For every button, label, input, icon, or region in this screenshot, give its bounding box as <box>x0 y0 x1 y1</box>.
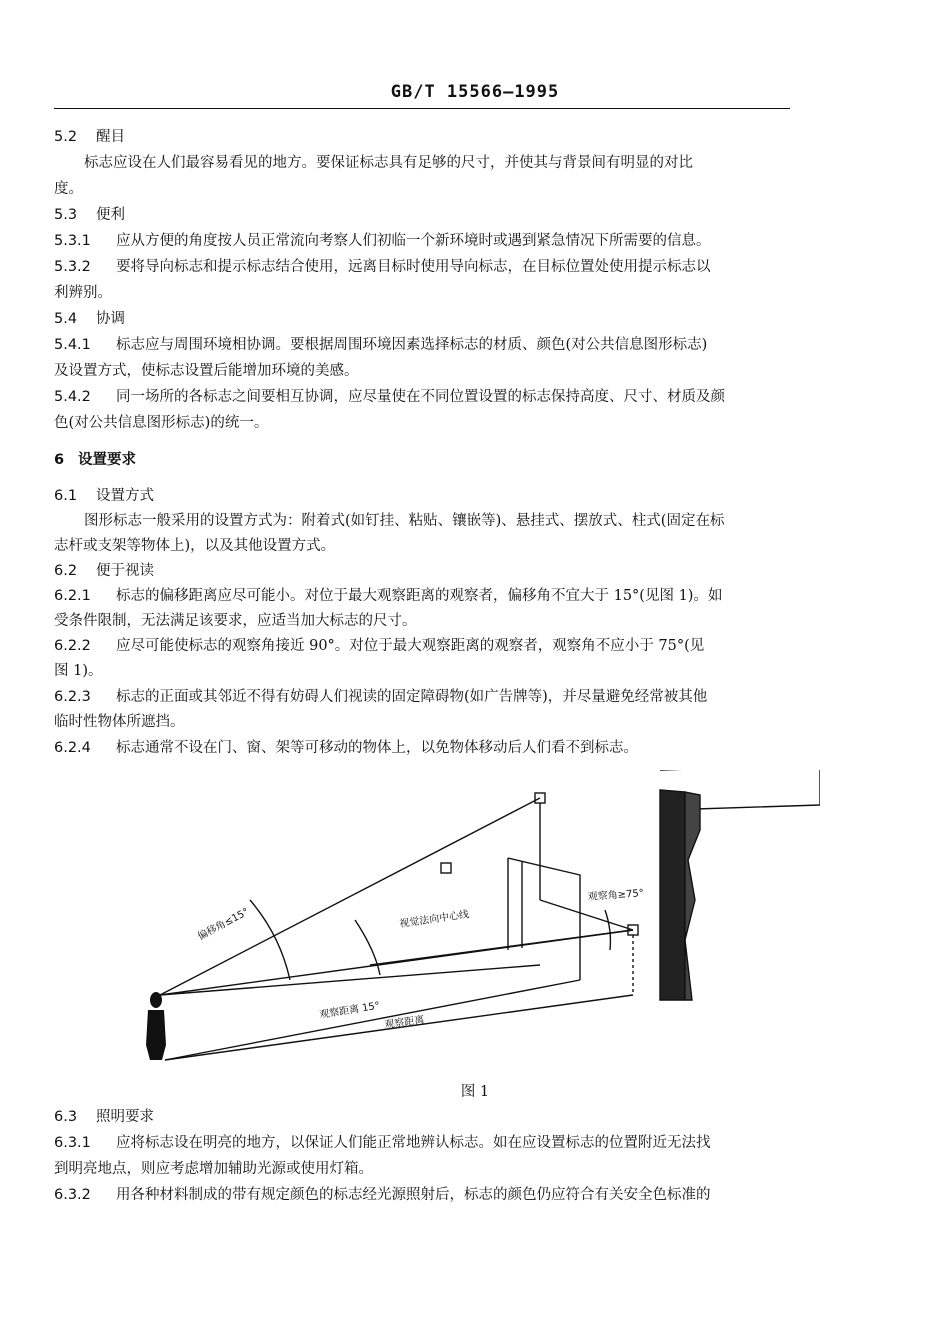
section-number: 6.1 <box>54 488 78 504</box>
clause-6-2-3 <box>54 687 707 707</box>
paragraph-line: 及设置方式，使标志设置后能增加环境的美感。 <box>54 363 359 379</box>
sight-center-segment <box>540 900 633 930</box>
clause-6-2-2 <box>54 636 704 656</box>
wall <box>660 790 685 1000</box>
section-title: 照明要求 <box>96 1109 154 1125</box>
clause-text: 要将导向标志和提示标志结合使用，远离目标时使用导向标志，在目标位置处使用提示标志以 <box>116 259 711 275</box>
observer-body <box>146 1010 166 1060</box>
label-view-distance: 观察距离 <box>383 1014 426 1031</box>
section-5-4-heading <box>54 309 125 329</box>
clause-number: 6.3.1 <box>54 1135 91 1151</box>
clause-number: 6.2.1 <box>54 588 91 604</box>
clause-text: 用各种材料制成的带有规定颜色的标志经光源照射后，标志的颜色仍应符合有关安全色标准的 <box>116 1187 711 1203</box>
clause-6-2-4 <box>54 738 638 758</box>
paragraph-line: 受条件限制，无法满足该要求，应适当加大标志的尺寸。 <box>54 613 417 629</box>
section-title: 设置方式 <box>96 488 154 504</box>
clause-number: 6.2.4 <box>54 740 91 756</box>
clause-text: 标志的偏移距离应尽可能小。对位于最大观察距离的观察者，偏移角不宜大于 15°(见图 1)。如 <box>116 588 723 604</box>
paragraph-line: 到明亮地点，则应考虑增加辅助光源或使用灯箱。 <box>54 1161 373 1177</box>
clause-5-3-1 <box>54 231 711 251</box>
section-number: 6 <box>54 452 65 468</box>
clause-text: 标志的正面或其邻近不得有妨碍人们视读的固定障碍物(如广告牌等)，并尽量避免经常被其他 <box>116 689 708 705</box>
clause-6-2-1 <box>54 586 722 606</box>
clause-5-4-2 <box>54 387 725 407</box>
wall-texture <box>685 792 700 1000</box>
sign-box <box>441 863 451 873</box>
sight-line-upper <box>160 798 540 995</box>
angle-arc-1 <box>250 900 290 980</box>
clause-text: 标志应与周围环境相协调。要根据周围环境因素选择标志的材质、颜色(对公共信息图形标志) <box>116 337 708 353</box>
clause-6-3-1 <box>54 1133 711 1153</box>
clause-5-3-2 <box>54 257 711 277</box>
section-5-3-heading <box>54 205 125 225</box>
section-number: 6.2 <box>54 563 78 579</box>
section-title: 醒目 <box>96 129 125 145</box>
sight-line-center <box>160 930 633 995</box>
paragraph-line: 标志应设在人们最容易看见的地方。要保证标志具有足够的尺寸，并使其与背景间有明显的对比 <box>84 155 693 171</box>
standard-number: GB/T 15566—1995 <box>390 82 560 102</box>
observer-head <box>150 992 162 1008</box>
section-title: 便利 <box>96 207 125 223</box>
section-6-2-heading <box>54 561 154 581</box>
section-number: 5.3 <box>54 207 78 223</box>
clause-text: 应从方便的角度按人员正常流向考察人们初临一个新环境时或遇到紧急情况下所需要的信息。 <box>116 233 711 249</box>
clause-5-4-1 <box>54 335 707 355</box>
clause-number: 6.3.2 <box>54 1187 91 1203</box>
paragraph-line: 志杆或支架等物体上)，以及其他设置方式。 <box>54 538 336 554</box>
paragraph-line: 色(对公共信息图形标志)的统一。 <box>54 415 269 431</box>
paragraph-line: 临时性物体所遮挡。 <box>54 714 185 730</box>
distance-line-2 <box>165 980 580 1060</box>
clause-number: 6.2.3 <box>54 689 91 705</box>
door-frame <box>508 858 580 980</box>
section-6-heading <box>54 450 136 470</box>
clause-number: 6.2.2 <box>54 638 91 654</box>
section-5-2-heading <box>54 127 125 147</box>
clause-text: 标志通常不设在门、窗、架等可移动的物体上，以免物体移动后人们看不到标志。 <box>116 740 638 756</box>
section-title: 便于视读 <box>96 563 154 579</box>
section-title: 设置要求 <box>78 452 136 468</box>
observer-figure <box>146 992 166 1060</box>
figure-caption: 图 1 <box>460 1084 490 1100</box>
paragraph-line: 度。 <box>54 181 83 197</box>
clause-number: 5.3.2 <box>54 259 91 275</box>
section-title: 协调 <box>96 311 125 327</box>
label-view-distance-15: 观察距离 15° <box>318 1000 381 1021</box>
clause-number: 5.3.1 <box>54 233 91 249</box>
label-view-angle: 观察角≥75° <box>587 888 645 903</box>
section-6-3-heading <box>54 1107 154 1127</box>
clause-number: 5.4.1 <box>54 337 91 353</box>
paragraph-line: 图 1)。 <box>54 663 103 679</box>
section-number: 6.3 <box>54 1109 78 1125</box>
clause-6-3-2 <box>54 1185 711 1205</box>
clause-text: 同一场所的各标志之间要相互协调，应尽量使在不同位置设置的标志保持高度、尺寸、材质及颜 <box>116 389 725 405</box>
angle-arc-3 <box>605 910 610 950</box>
clause-text: 应将标志设在明亮的地方，以保证人们能正常地辨认标志。如在应设置标志的位置附近无法找 <box>116 1135 711 1151</box>
header-rule <box>54 108 790 109</box>
section-number: 5.4 <box>54 311 78 327</box>
label-centerline: 视觉法向中心线 <box>398 909 470 930</box>
section-number: 5.2 <box>54 129 78 145</box>
clause-text: 应尽可能使标志的观察角接近 90°。对位于最大观察距离的观察者，观察角不应小于 75°(见 <box>116 638 705 654</box>
figure-1-diagram <box>140 770 820 1070</box>
label-offset-angle: 偏移角≤15° <box>196 906 251 943</box>
section-6-1-heading <box>54 486 154 506</box>
paragraph-line: 图形标志一般采用的设置方式为：附着式(如钉挂、粘贴、镶嵌等)、悬挂式、摆放式、柱式(固定在标 <box>84 513 725 529</box>
paragraph-line: 利辨别。 <box>54 285 112 301</box>
clause-number: 5.4.2 <box>54 389 91 405</box>
